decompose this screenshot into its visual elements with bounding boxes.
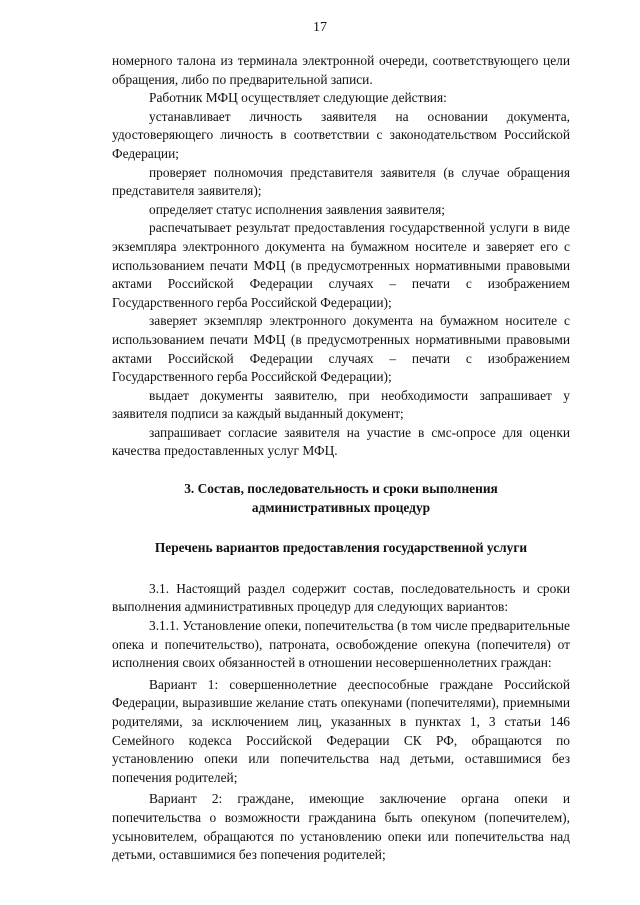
document-body [112,52,570,865]
section-heading-line2: административных процедур [251,499,431,515]
paragraph-print-result: распечатывает результат предоставления государственной услуги в виде экземпляра электронного документа на бумажном носителе и заверяет его с использованием печати МФЦ (в предусмотренных нормативными правовыми актами Российской Федерации случаях – печати с изображением Государственного герба Российской Федерации); [112,220,570,310]
paragraph-continuation: номерного талона из терминала электронной очереди, соответствующего цели обращения, либо по предварительной записи. [112,53,570,87]
paragraph-mfc-actions-intro: Работник МФЦ осуществляет следующие действия: [149,90,447,106]
paragraph-issue-documents: выдает документы заявителю, при необходимости запрашивает у заявителя подписи за каждый выданный документ; [112,387,570,422]
subsection-heading: Перечень вариантов предоставления государственной услуги [154,540,528,556]
paragraph-variant-1: Вариант 1: совершеннолетние дееспособные граждане Российской Федерации, выразившие желание стать опекунами (попечителями), приемными родителями, за исключением лиц, указанных в пунктах 1, 3 статьи 146 Семейного кодекса Российской Федерации СК РФ, обращаются по установлению опеки или попечительства над детьми, оставшимися без попечения родителей; [112,676,570,785]
paragraph-authority-check: проверяет полномочия представителя заявителя (в случае обращения представителя заявителя); [112,164,570,199]
paragraph-3-1: 3.1. Настоящий раздел содержит состав, последовательность и сроки выполнения административных процедур для следующих вариантов: [112,580,570,615]
paragraph-status-check: определяет статус исполнения заявления заявителя; [149,201,445,217]
paragraph-variant-2: Вариант 2: граждане, имеющие заключение органа опеки и попечительства о возможности гражданина быть опекуном (попечителем), усыновителем, обращаются по установлению опеки или попечительства над детьми, оставшимися без попечения родителей; [112,791,570,863]
paragraph-certify-copy: заверяет экземпляр электронного документа на бумажном носителе с использованием печати МФЦ (в предусмотренных нормативными правовыми актами Российской Федерации случаях – печати с изображением Государственного герба Российской Федерации); [112,313,570,385]
paragraph-sms-survey: запрашивает согласие заявителя на участие в смс-опросе для оценки качества предоставленных услуг МФЦ. [112,424,570,459]
paragraph-identity-check: устанавливает личность заявителя на основании документа, удостоверяющего личность в соответствии с законодательством Российской Федерации; [112,108,570,161]
page-number: 17 [313,20,327,35]
paragraph-3-1-1: 3.1.1. Установление опеки, попечительства (в том числе предварительные опека и попечительство), патроната, освобождение опекуна (попечителя) от исполнения своих обязанностей в отношении несовершеннолетних граждан: [112,618,570,671]
section-heading [112,480,570,517]
section-heading-line1: 3. Состав, последовательность и сроки выполнения [184,481,498,497]
